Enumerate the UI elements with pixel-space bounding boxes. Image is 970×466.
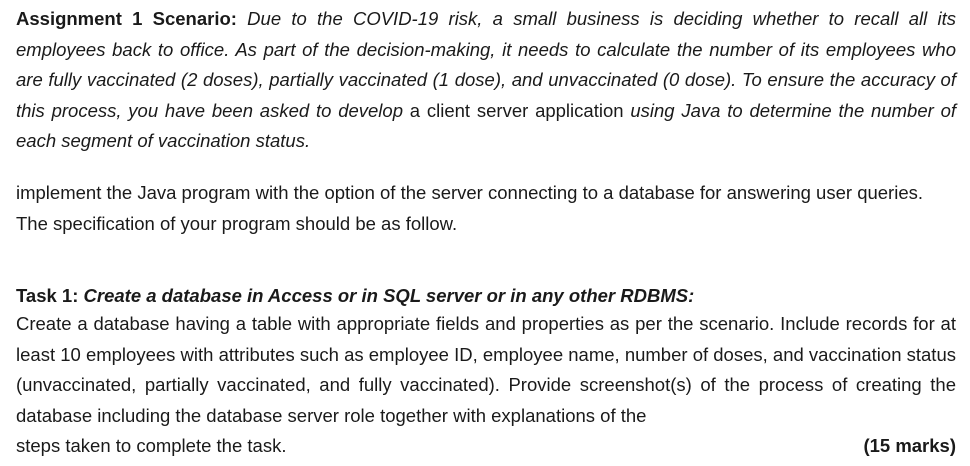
task1-body — [16, 309, 956, 462]
scenario-text-a: Due to the COVID-19 risk, a small business is deciding whether to recall all its employees back to office. As part of the decision-making, it needs to calculate the number of its employees who are fully vaccinated (2 doses), partially vaccinated (1 dose), and unvaccinated (0 dose). To ensure the accuracy of this process, you have been asked to develop — [16, 8, 956, 121]
task1-marks: (15 marks) — [863, 435, 956, 456]
task1-last-line-text: steps taken to complete the task. — [16, 435, 287, 456]
scenario-text-c: using Java to determine the number of each segment of vaccination status. — [16, 99, 956, 151]
implementation-paragraph: implement the Java program with the option of the server connecting to a database for answering user queries. The specification of your program should be as follow. — [16, 182, 924, 234]
task1-last-line — [16, 431, 956, 462]
scenario-text-b: a client server application — [409, 99, 624, 121]
scenario-label: Assignment 1 Scenario: — [16, 8, 237, 29]
task1-label: Task 1: — [16, 285, 79, 306]
task1-body-text: Create a database having a table with appropriate fields and properties as per the scenario. Include records for at least 10 employees with attributes such as employee ID, employee name, number of doses, and vaccination status (unvaccinated, partially vaccinated, and fully vaccinated). Provide screenshot(s) of the process of creating the database including the database server role together with explanations of the — [16, 313, 956, 426]
task1-heading — [16, 281, 956, 312]
task1-title: Create a database in Access or in SQL server or in any other RDBMS: — [78, 285, 695, 306]
scenario-paragraph — [16, 4, 956, 157]
